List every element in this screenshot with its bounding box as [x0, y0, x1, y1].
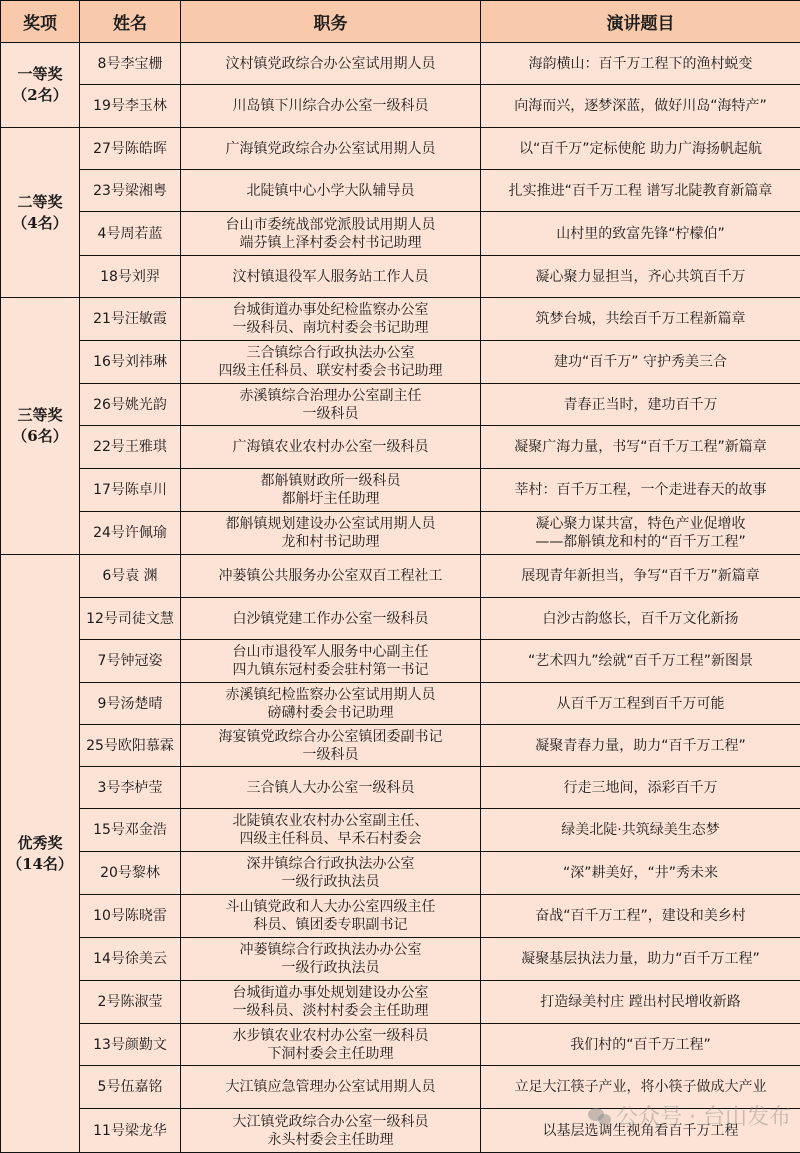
position-cell: [181, 938, 481, 981]
topic-line: 以“百千万”定标使舵 助力广海扬帆起航: [519, 140, 762, 157]
position-line: 赤溪镇综合治理办公室副主任: [239, 387, 422, 404]
topic-line: 打造绿美村庄 蹚出村民增收新路: [540, 994, 741, 1010]
position-line: 永头村委会主任助理: [267, 1131, 394, 1148]
topic-line: 青春正当时，建功百千万: [563, 396, 718, 413]
table-row: [1, 170, 800, 212]
topic-line: 向海而兴，逐梦深蓝，做好川岛“海特产”: [514, 98, 767, 114]
position-line: 台城街道办事处纪检监察办公室: [232, 302, 429, 318]
speech-topic-cell: [481, 512, 800, 555]
speech-topic-cell: [481, 938, 800, 981]
table-row: [1, 341, 800, 384]
position-cell: [181, 341, 481, 384]
topic-line: 建功“百千万” 守护秀美三合: [554, 354, 727, 370]
speech-topic-cell: [481, 43, 800, 85]
topic-line: 凝心聚力谋共富，特色产业促增收: [535, 516, 746, 532]
contestant-name: 11号梁龙华: [80, 1109, 181, 1153]
header-position: 职务: [181, 1, 481, 43]
topic-line: 立足大江筷子产业，将小筷子做成大产业: [514, 1079, 767, 1095]
position-line: 端芬镇上泽村委会村书记助理: [239, 234, 422, 251]
position-line: 台城街道办事处规划建设办公室: [232, 985, 429, 1001]
topic-line: 绿美北陡·共筑绿美生态梦: [561, 822, 720, 838]
speech-topic-cell: [481, 683, 800, 725]
speech-topic-cell: [481, 895, 800, 938]
speech-topic-cell: [481, 469, 800, 512]
position-cell: [181, 767, 481, 809]
topic-line: 凝聚基层执法力量，助力“百千万工程”: [521, 951, 760, 967]
contestant-name: 3号李栌莹: [80, 767, 181, 809]
speech-topic-cell: [481, 809, 800, 852]
table-row: [1, 683, 800, 725]
award-level-cell: [1, 298, 80, 555]
table-row: [1, 938, 800, 981]
position-line: 川岛镇下川综合办公室一级科员: [232, 98, 429, 114]
position-cell: [181, 512, 481, 555]
position-cell: [181, 725, 481, 767]
position-line: 一级科员: [302, 405, 359, 422]
speech-topic-cell: [481, 85, 800, 128]
speech-topic-cell: [481, 212, 800, 256]
position-line: 四九镇东冠村委会驻村第一书记: [232, 662, 429, 678]
speech-topic-cell: [481, 767, 800, 809]
position-line: 深井镇综合行政执法办公室: [246, 856, 415, 872]
position-line: 都斛圩主任助理: [281, 491, 380, 507]
position-line: 水步镇农业农村办公室一级科员: [232, 1027, 429, 1044]
speech-topic-cell: [481, 384, 800, 426]
table-row: [1, 895, 800, 938]
position-line: 冲蒌镇公共服务办公室双百工程社工: [218, 568, 443, 584]
award-count: （2名）: [12, 86, 68, 104]
table-row: [1, 598, 800, 640]
contestant-name: 25号欧阳慕霖: [80, 725, 181, 767]
table-row: [1, 512, 800, 555]
position-cell: [181, 85, 481, 128]
topic-line: 从百千万工程到百千万可能: [556, 695, 725, 712]
table-row: [1, 85, 800, 128]
position-cell: [181, 384, 481, 426]
position-cell: [181, 555, 481, 598]
position-line: 大江镇党政综合办公室一级科员: [232, 1113, 429, 1130]
contestant-name: 18号刘羿: [80, 256, 181, 298]
award-label: 三等奖: [17, 406, 63, 424]
position-cell: [181, 426, 481, 469]
position-line: 都斛镇财政所一级科员: [260, 473, 401, 489]
position-line: 三合镇人大办公室一级科员: [246, 779, 415, 796]
position-line: 四级主任科员、联安村委会书记助理: [218, 363, 443, 379]
speech-topic-cell: [481, 555, 800, 598]
position-cell: [181, 469, 481, 512]
table-row: [1, 981, 800, 1024]
table-row: [1, 809, 800, 852]
position-line: 汶村镇党政综合办公室试用期人员: [225, 55, 436, 72]
position-cell: [181, 1024, 481, 1066]
position-line: 一级科员、淡村村委会主任助理: [232, 1003, 429, 1019]
contestant-name: 24号许佩瑜: [80, 512, 181, 555]
position-line: 都斛镇规划建设办公室试用期人员: [225, 516, 436, 532]
position-cell: [181, 852, 481, 895]
contestant-name: 23号梁湘粤: [80, 170, 181, 212]
contestant-name: 12号司徒文慧: [80, 598, 181, 640]
position-cell: [181, 170, 481, 212]
topic-line: 以基层选调生视角看百千万工程: [542, 1122, 739, 1139]
topic-line: 莘村：百千万工程，一个走进春天的故事: [514, 482, 767, 498]
position-line: 龙和村书记助理: [281, 534, 380, 550]
speech-topic-cell: [481, 1109, 800, 1153]
position-line: 三合镇综合行政执法办公室: [246, 345, 415, 361]
contestant-name: 13号颜勤文: [80, 1024, 181, 1066]
table-row: [1, 1024, 800, 1066]
contestant-name: 8号李宝栅: [80, 43, 181, 85]
contestant-name: 6号袁 渊: [80, 555, 181, 598]
position-line: 台山市退役军人服务中心副主任: [232, 644, 429, 660]
position-cell: [181, 256, 481, 298]
speech-topic-cell: [481, 598, 800, 640]
topic-line: 扎实推进“百千万工程 谱写北陡教育新篇章: [508, 182, 773, 199]
position-cell: [181, 598, 481, 640]
position-cell: [181, 298, 481, 341]
award-count: （4名）: [12, 213, 68, 232]
contestant-name: 15号邓金浩: [80, 809, 181, 852]
position-cell: [181, 895, 481, 938]
contestant-name: 20号黎林: [80, 852, 181, 895]
contestant-name: 16号刘祎琳: [80, 341, 181, 384]
award-label: 优秀奖: [17, 833, 63, 852]
position-line: 磅礴村委会书记助理: [267, 704, 394, 721]
position-line: 广海镇农业农村办公室一级科员: [232, 439, 429, 455]
position-line: 一级科员: [302, 746, 359, 763]
award-label: 一等奖: [17, 65, 63, 83]
table-row: [1, 555, 800, 598]
contestant-name: 22号王雅琪: [80, 426, 181, 469]
position-cell: [181, 683, 481, 725]
topic-line: 凝聚青春力量，助力“百千万工程”: [535, 737, 746, 754]
topic-line: 凝聚广海力量，书写“百千万工程”新篇章: [514, 439, 767, 455]
table-row: [1, 43, 800, 85]
position-line: 北陡镇中心小学大队辅导员: [246, 182, 415, 199]
table-row: [1, 469, 800, 512]
position-line: 汶村镇退役军人服务站工作人员: [232, 268, 429, 285]
speech-topic-cell: [481, 170, 800, 212]
position-line: 北陡镇农业农村办公室副主任、: [232, 813, 429, 829]
position-line: 台山市委统战部党派股试用期人员: [225, 216, 436, 233]
position-cell: [181, 212, 481, 256]
table-row: [1, 298, 800, 341]
contestant-name: 9号汤楚晴: [80, 683, 181, 725]
contestant-name: 10号陈晓雷: [80, 895, 181, 938]
position-line: 下洞村委会主任助理: [267, 1045, 394, 1062]
position-cell: [181, 128, 481, 170]
position-line: 斗山镇党政和人大办公室四级主任: [225, 899, 436, 915]
contestant-name: 27号陈皓晖: [80, 128, 181, 170]
table-row: [1, 852, 800, 895]
position-line: 大江镇应急管理办公室试用期人员: [225, 1079, 436, 1095]
header-name: 姓名: [80, 1, 181, 43]
speech-topic-cell: [481, 725, 800, 767]
topic-line: 凝心聚力显担当，齐心共筑百千万: [535, 268, 746, 285]
table-row: [1, 384, 800, 426]
award-level-cell: [1, 555, 80, 1153]
speech-topic-cell: [481, 256, 800, 298]
position-line: 一级行政执法员: [281, 874, 380, 890]
contestant-name: 26号姚光韵: [80, 384, 181, 426]
table-row: [1, 767, 800, 809]
award-label: 二等奖: [17, 192, 63, 211]
award-level-cell: [1, 128, 80, 298]
position-line: 一级行政执法员: [281, 960, 380, 976]
contestant-name: 17号陈卓川: [80, 469, 181, 512]
header-row: [1, 1, 800, 43]
position-line: 科员、镇团委专职副书记: [253, 917, 408, 933]
contestant-name: 5号伍嘉铭: [80, 1066, 181, 1109]
award-level-cell: [1, 43, 80, 128]
speech-topic-cell: [481, 1066, 800, 1109]
topic-line: ——都斛镇龙和村的“百千万工程”: [535, 534, 746, 550]
topic-line: “艺术四九”绘就“百千万工程”新图景: [527, 653, 753, 669]
header-award: 奖项: [1, 1, 80, 43]
position-line: 冲蒌镇综合行政执法办办公室: [239, 942, 422, 958]
table-row: [1, 128, 800, 170]
speech-topic-cell: [481, 128, 800, 170]
award-count: （14名）: [7, 854, 73, 873]
contestant-name: 4号周若蓝: [80, 212, 181, 256]
topic-line: 奋战“百千万工程”，建设和美乡村: [535, 908, 746, 924]
position-line: 赤溪镇纪检监察办公室试用期人员: [225, 686, 436, 703]
speech-topic-cell: [481, 640, 800, 683]
position-cell: [181, 981, 481, 1024]
table-row: [1, 1066, 800, 1109]
contestant-name: 2号陈淑莹: [80, 981, 181, 1024]
header-topic: 演讲题目: [481, 1, 800, 43]
table-row: [1, 1109, 800, 1153]
topic-line: 海韵横山：百千万工程下的渔村蜕变: [528, 55, 753, 72]
position-cell: [181, 640, 481, 683]
position-line: 广海镇党政综合办公室试用期人员: [225, 140, 436, 157]
contestant-name: 21号汪敏霞: [80, 298, 181, 341]
position-line: 四级主任科员、早禾石村委会: [239, 831, 422, 847]
position-cell: [181, 43, 481, 85]
position-cell: [181, 1109, 481, 1153]
topic-line: 展现青年新担当，争写“百千万”新篇章: [521, 568, 760, 584]
watermark-text: 公众号 · 台山发布: [616, 1105, 791, 1130]
contestant-name: 7号钟冠姿: [80, 640, 181, 683]
speech-topic-cell: [481, 341, 800, 384]
table-body: [1, 43, 800, 1153]
speech-topic-cell: [481, 1024, 800, 1066]
table-row: [1, 426, 800, 469]
table-row: [1, 640, 800, 683]
speech-topic-cell: [481, 426, 800, 469]
position-cell: [181, 1066, 481, 1109]
table-row: [1, 256, 800, 298]
table-row: [1, 725, 800, 767]
contestant-name: 14号徐美云: [80, 938, 181, 981]
position-line: 白沙镇党建工作办公室一级科员: [232, 610, 429, 627]
topic-line: 行走三地间，添彩百千万: [563, 779, 718, 796]
topic-line: 筑梦台城，共绘百千万工程新篇章: [535, 311, 746, 327]
speech-topic-cell: [481, 981, 800, 1024]
topic-line: 山村里的致富先锋“柠檬伯”: [556, 225, 725, 242]
topic-line: “深”耕美好，“井”秀未来: [562, 865, 718, 881]
topic-line: 白沙古韵悠长，百千万文化新扬: [542, 610, 739, 627]
position-line: 海宴镇党政综合办公室镇团委副书记: [218, 728, 443, 745]
table-row: [1, 212, 800, 256]
position-cell: [181, 809, 481, 852]
topic-line: 我们村的“百千万工程”: [570, 1036, 711, 1053]
contestant-name: 19号李玉林: [80, 85, 181, 128]
speech-topic-cell: [481, 852, 800, 895]
award-count: （6名）: [12, 427, 68, 445]
speech-topic-cell: [481, 298, 800, 341]
position-line: 一级科员、南坑村委会书记助理: [232, 320, 429, 336]
